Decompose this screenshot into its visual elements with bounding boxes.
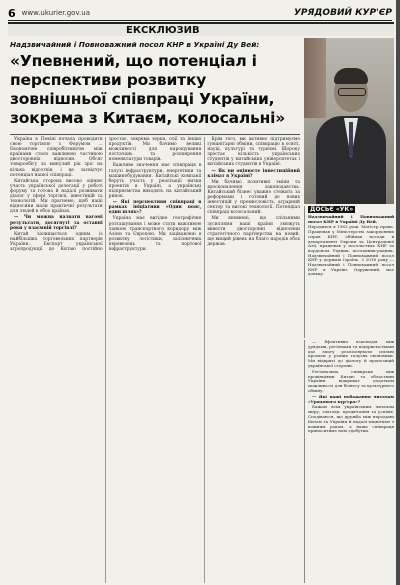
flag-shape <box>304 38 326 118</box>
dossier-lead: Надзвичайний і Повноважний посол КНР в Україні Ду Вей. <box>308 214 394 224</box>
article-body-continued <box>304 340 394 583</box>
article-paragraph: — Як ви оцінюєте інвестиційний клімат в Україні? <box>207 168 300 179</box>
article-paragraph: Бажаю всім українським читачам миру, злагоди, процвітання та успіхів. Сподіваюся, що дружба між народами Китаю та України й надалі міцнітиме з кожним роком, а наша співпраця приноситиме нові здобутки. <box>308 404 394 434</box>
article-paragraph: Китайська сторона високо оцінює участь української делегації у роботі форуму та готова й надалі розвивати діалог у сфері торгівлі, інвестицій та технологій. Ми прагнемо, щоб наші відносини мали практичні результати для людей в обох країнах. <box>10 178 103 215</box>
article-headline: «Упевнений, що потенціал і перспективи розвитку зовнішньої співпраці України, зокрема з Китаєм, колосальні» <box>10 52 286 127</box>
article-paragraph: Ми впевнені, що спільними зусиллями наші країни зможуть вивести двосторонні відносини стратегічного партнерства на новий, ще вищий рівень на благо народів обох держав. <box>207 216 300 247</box>
article-paragraph: — Які перспективи співпраці в рамках ініціативи «Один пояс, один шлях»? <box>108 200 202 216</box>
dossier-text: Народився в 1963 році. Магістр права. Працював у Міністерстві закордонних справ КНР, обіймав посади в департаменті Європи та Центральної Азії, працював у посольствах КНР за кордоном. Радник, посланник-радник. Надзвичайний і Повноважний посол КНР у державі Ізраїль. З 2016 року — Надзвичайний і Повноважний посол КНР в Україні. Одружений, має доньку. <box>308 224 394 277</box>
article-paragraph: — Які ваші побажання читачам «Урядового кур'єра»? <box>308 393 394 404</box>
page-fold-shadow <box>396 0 400 585</box>
hair-shape <box>334 68 368 84</box>
headline-divider <box>10 134 300 135</box>
page-header <box>8 6 392 21</box>
article-paragraph: Україна має вигідне географічне розташування і може стати важливою ланкою транспортного коридору між Азією та Європою. Ми зацікавлені в розвитку логістики, залізничних перевезень та портової інфраструктури. <box>108 216 202 252</box>
ambassador-photo <box>304 38 394 204</box>
site-url[interactable]: www.ukurier.gov.ua <box>21 9 90 17</box>
section-label: ЕКСКЛЮЗИВ <box>8 22 394 36</box>
article-kicker: Надзвичайний і Повноважний посол КНР в Україні Ду Вей: <box>10 40 260 49</box>
article-paragraph: Україна в Пекіні почала проводити свою торгівлю з Форумом ... Економічне співробітництво між країнами стало важливою частиною двосторонніх відносин. Обсяг товарообігу за минулий рік зріс на кілька відсотків, і це засвідчує потенціал нашої співпраці. <box>10 137 103 178</box>
article-body <box>10 137 300 583</box>
newspaper-brand: УРЯДОВИЙ КУР'ЄР <box>293 8 392 18</box>
article-paragraph: — Чи можна назвати вагомі результати, досягнуті за останні роки у взаємній торгівлі? <box>10 215 103 231</box>
dossier-box <box>304 206 394 338</box>
article-paragraph: Регіональна співпраця між провінціями Китаю та областями України відкриває додаткові можливості для бізнесу та культурного обміну. <box>308 368 394 393</box>
page-number: 6 <box>8 6 16 20</box>
article-paragraph: Китай залишається одним із найбільших торговельних партнерів України. Експорт української агропродукції до Китаю постійно зростає, зокрема зерна, олії та інших продуктів. Ми бачимо великі можливості для нарощування постачань та розширення номенклатури товарів. <box>10 137 202 252</box>
article-paragraph: — Ефективна взаємодія між урядами, регіонами та підприємствами дає змогу реалізовувати спільні проекти у різних галузях економіки. Ми відкриті до діалогу й пропозицій української сторони. <box>308 340 394 368</box>
article-paragraph: Ми бачимо позитивні зміни та вдосконалення законодавства. Китайський бізнес уважно стежить за реформами і готовий до нових інвестицій у промисловість, аграрний сектор та високі технології. Потенціал співпраці колосальний. <box>207 179 300 216</box>
tie-shape <box>349 122 353 156</box>
article-paragraph: Крім того, ми активно підтримуємо гуманітарні обміни, співпрацю в освіті, науці, культурі та туризмі. Щороку зростає кількість українських студентів у китайських університетах і китайських студентів в Україні. <box>207 137 300 168</box>
dossier-title: ДОСЬЄ «УК» <box>310 206 354 213</box>
glasses-shape <box>338 88 366 96</box>
article-paragraph: Важливе значення має співпраця в галузі інфраструктури, енергетики та машинобудування. Китайські компанії беруть участь у реалізації низки проектів в Україні, а українські підприємства виходять на китайський ринок. <box>108 163 202 200</box>
